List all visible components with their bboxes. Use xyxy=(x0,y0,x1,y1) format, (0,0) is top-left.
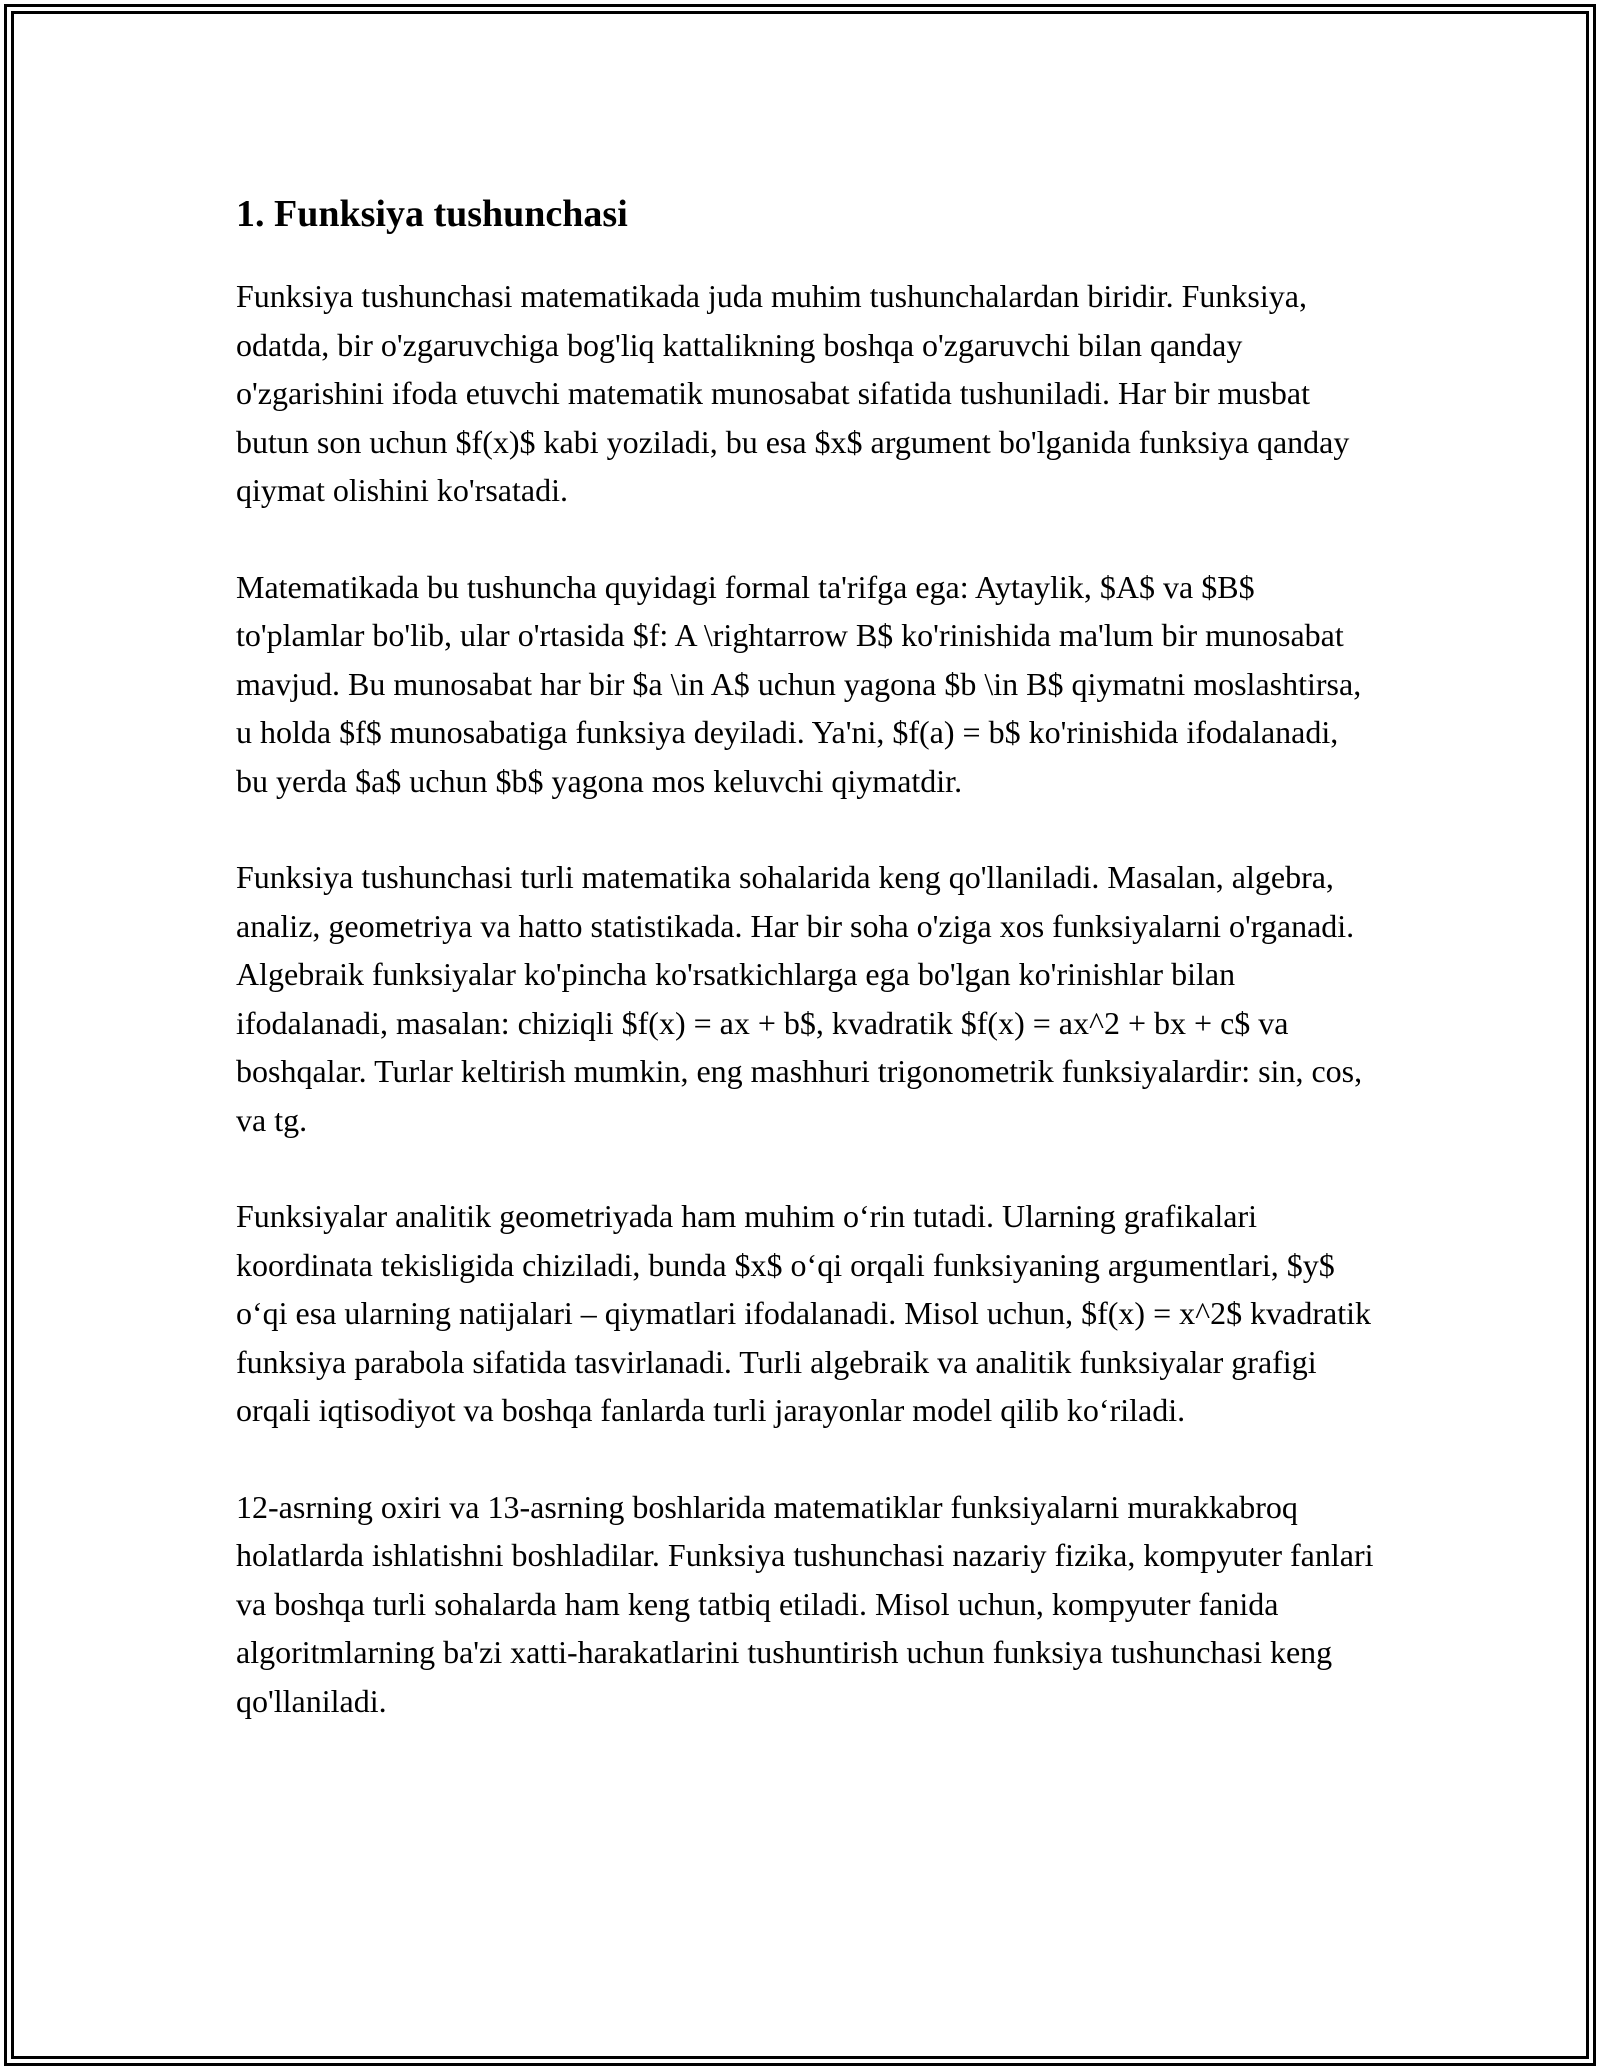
paragraph-analytic-geometry: Funksiyalar analitik geometriyada ham muhim o‘rin tutadi. Ularning grafikalari koordinata tekisligida chiziladi, bunda $x$ o‘qi orqali funksiyaning argumentlari, $y$ o‘qi esa ularning natijalari – qiymatlari ifodalanadi. Misol uchun, $f(x) = x^2$ kvadratik funksiya parabola sifatida tasvirlanadi. Turli algebraik va analitik funksiyalar grafigi orqali iqtisodiyot va boshqa fanlarda turli jarayonlar model qilib ko‘riladi. xyxy=(236,1198,1371,1428)
document-body xyxy=(236,186,1376,1773)
paragraph-formal-definition: Matematikada bu tushuncha quyidagi formal ta'rifga ega: Aytaylik, $A$ va $B$ to'plamlar bo'lib, ular o'rtasida $f: A \rightarrow B$ ko'rinishida ma'lum bir munosabat mavjud. Bu munosabat har bir $a \in A$ uchun yagona $b \in B$ qiymatni moslashtirsa, u holda $f$ munosabatiga funksiya deyiladi. Ya'ni, $f(a) = b$ ko'rinishida ifodalanadi, bu yerda $a$ uchun $b$ yagona mos keluvchi qiymatdir. xyxy=(236,568,1362,799)
paragraph-history: 12-asrning oxiri va 13-asrning boshlarida matematiklar funksiyalarni murakkabroq holatlarda ishlatishni boshladilar. Funksiya tushunchasi nazariy fizika, kompyuter fanlari va boshqa turli sohalarda ham keng tatbiq etiladi. Misol uchun, kompyuter fanida algoritmlarning ba'zi xatti-harakatlarini tushuntirish uchun funksiya tushunchasi keng qo'llaniladi. xyxy=(236,1488,1374,1719)
section-heading: 1. Funksiya tushunchasi xyxy=(236,193,628,235)
paragraph-function-applications: Funksiya tushunchasi turli matematika sohalarida keng qo'llaniladi. Masalan, algebra, analiz, geometriya va hatto statistikada. Har bir soha o'ziga xos funksiyalarni o'rganadi. Algebraik funksiyalar ko'pincha ko'rsatkichlarga ega bo'lgan ko'rinishlar bilan ifodalanadi, masalan: chiziqli $f(x) = ax + b$, kvadratik $f(x) = ax^2 + bx + c$ va boshqalar. Turlar keltirish mumkin, eng mashhuri trigonometrik funksiyalardir: sin, cos, va tg. xyxy=(236,859,1363,1138)
paragraph-function-definition: Funksiya tushunchasi matematikada juda muhim tushunchalardan biridir. Funksiya, odatda, bir o'zgaruvchiga bog'liq kattalikning boshqa o'zgaruvchi bilan qanday o'zgarishini ifoda etuvchi matematik munosabat sifatida tushuniladi. Har bir musbat butun son uchun $f(x)$ kabi yoziladi, bu esa $x$ argument bo'lganida funksiya qanday qiymat olishini ko'rsatadi. xyxy=(236,278,1350,508)
